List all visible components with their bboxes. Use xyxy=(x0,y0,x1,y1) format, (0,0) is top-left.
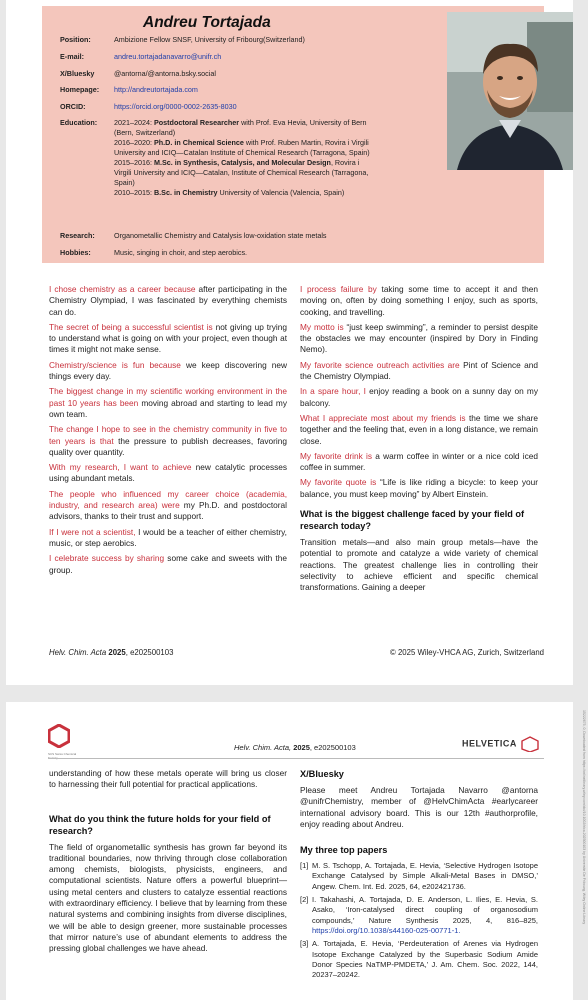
position-value: Ambizione Fellow SNSF, University of Fribourg(Switzerland) xyxy=(114,35,305,44)
answer-paragraph: My favorite quote is “Life is like riding a bicycle: to keep your balance, you must keep moving” by Albert Einstein. xyxy=(300,477,539,499)
homepage-label: Homepage: xyxy=(60,85,100,94)
answer-paragraph: I celebrate success by sharing some cake and sweets with the group. xyxy=(49,553,287,575)
p2-left-column xyxy=(49,768,287,959)
profile-photo xyxy=(447,12,573,170)
answer-paragraph: My favorite science outreach activities are Pint of Science and the Chemistry Olympiad. xyxy=(300,359,538,382)
xbluesky-heading: X/Bluesky xyxy=(300,769,344,779)
scs-logo-icon xyxy=(48,724,70,748)
xbluesky-text: Please meet Andreu Tortajada Navarro @antorna @unifrChemistry, member of @HelvChimActa #earlycareer international advisory board. This is our 12th #authorprofile, enjoy reading about Andreu. xyxy=(300,785,538,829)
helvetica-brand: HELVETICA xyxy=(462,736,540,752)
education-item: 2015–2016: M.Sc. in Synthesis, Catalysis, and Molecular Design, Rovira i Virgili University and ICIQ—Catalan, Institute of Chemical Research (Tarragona, Spain) xyxy=(114,158,369,187)
left-column xyxy=(49,284,287,580)
download-watermark: 15222675, 0, Downloaded from https://onlinelibrary.wiley.com/doi/10.1002/hlca.202500103 by Universite De Fribourg, Wiley Online Library xyxy=(582,710,586,925)
running-header: Helv. Chim. Acta, 2025, e202500103 xyxy=(234,743,356,752)
orcid-link[interactable]: https://orcid.org/0000-0002-2635-8030 xyxy=(114,102,237,111)
education-list xyxy=(114,118,376,198)
profile-box xyxy=(42,6,544,263)
answer-paragraph: The change I hope to see in the chemistry community in five to ten years is that the pressure to publish decreases, favoring quality over quantity. xyxy=(49,424,287,457)
hobbies-label: Hobbies: xyxy=(60,248,91,257)
hobbies-value: Music, singing in choir, and step aerobics. xyxy=(114,248,248,257)
homepage-link[interactable]: http://andreutortajada.com xyxy=(114,85,198,94)
papers-heading: My three top papers xyxy=(300,845,388,856)
page-2 xyxy=(6,702,573,1000)
footer-citation: Helv. Chim. Acta 2025, e202500103 xyxy=(49,648,174,657)
research-label: Research: xyxy=(60,231,95,240)
answer-paragraph: What I appreciate most about my friends is the time we share together and the feeling that, even in a long distance, we remain close. xyxy=(300,412,538,446)
email-link[interactable]: andreu.tortajadanavarro@unifr.ch xyxy=(114,52,222,61)
brand-hexagon-icon xyxy=(520,736,540,752)
answer-paragraph: Chemistry/science is fun because we keep discovering new things every day. xyxy=(49,359,287,382)
question-heading: What is the biggest challenge faced by your field of research today? xyxy=(300,509,525,532)
orcid-label: ORCID: xyxy=(60,102,86,111)
answer-paragraph: With my research, I want to achieve new catalytic processes using abundant metals. xyxy=(49,462,288,484)
right-column xyxy=(300,284,538,598)
paper-doi-link[interactable]: https://doi.org/10.1038/s44160-025-00771-1. xyxy=(312,925,461,935)
scs-logo xyxy=(48,724,78,760)
question-answer: Transition metals—and also main group metals—have the potential to promote and catalyze a wide variety of chemical reactions. The greatest challenge lies in controlling their selectivity to achieve efficient and specific chemical transformations. Gaining a deeper xyxy=(300,537,538,593)
education-item: 2021–2024: Postdoctoral Researcher with Prof. Eva Hevia, University of Bern (Bern, Switzerland) xyxy=(114,118,367,137)
paper-reference: [1] M. S. Tschopp, A. Tortajada, E. Hevia, ‘Selective Hydrogen Isotope Exchange Catalysed by Simple Alkali-Metal Bases in DMSO,’ Angew. Chem. Int. Ed. 2025, 64, e202421736. xyxy=(300,861,538,891)
answer-paragraph: The people who influenced my career choice (academia, industry, and research area) were my Ph.D. and postdoctoral advisors, thanks to their trust and support. xyxy=(49,488,288,522)
research-value: Organometallic Chemistry and Catalysis low-oxidation state metals xyxy=(114,231,327,240)
paper-reference: [3] A. Tortajada, E. Hevia, ‘Perdeuteration of Arenes via Hydrogen Isotope Exchange Catalyzed by the Superbasic Sodium Amide Donor Species NaTMP-PMDETA,’ J. Am. Chem. Soc. 2022, 144, 20237–20242. xyxy=(300,939,538,980)
answer-paragraph: In a spare hour, I enjoy reading a book on a sunny day on my balcony. xyxy=(300,386,538,408)
answer-paragraph: I process failure by taking some time to accept it and then moving on, often by doing something I enjoy, such as sports, cooking, and travelling. xyxy=(300,284,538,317)
answer-paragraph: If I were not a scientist, I would be a teacher of either chemistry, music, or step aerobics. xyxy=(49,526,287,548)
question-heading: What do you think the future holds for your field of research? xyxy=(49,813,271,836)
email-label: E-mail: xyxy=(60,52,84,61)
p2-right-column xyxy=(300,768,538,983)
position-label: Position: xyxy=(60,35,91,44)
xbluesky-label: X/Bluesky xyxy=(60,69,95,78)
answer-paragraph: The secret of being a successful scientist is not giving up trying to understand what is going on with your project, even though at times it might not make sense. xyxy=(49,321,287,355)
header-divider xyxy=(48,758,544,759)
xbluesky-value: @antorna/@antorna.bsky.social xyxy=(114,69,216,78)
answer-paragraph: My motto is “just keep swimming”, a reminder to persist despite the obstacles we may encounter (inspired by Dory in Finding Nemo). xyxy=(300,321,538,355)
scs-logo-text: SCS Swiss Chemical xyxy=(48,752,77,756)
paper-reference: [2] I. Takahashi, A. Tortajada, D. E. Anderson, L. Ilies, E. Hevia, S. Asako, ‘Iron-catalysed direct coupling of organosodium compounds,’ Nature Synthesis 2025, 4, 816–825, https://doi.org/10.1038/s44160-025-00771-1. xyxy=(300,895,538,935)
education-item: 2016–2020: Ph.D. in Chemical Science with Prof. Ruben Martin, Rovira i Virgili University and ICIQ—Catalan Institute of Chemical Research (Tarragona, Spain) xyxy=(114,138,370,157)
footer-copyright: © 2025 Wiley-VHCA AG, Zurich, Switzerland xyxy=(390,648,544,657)
education-label: Education: xyxy=(60,118,98,127)
continued-paragraph: understanding of how these metals operate will bring us closer to harnessing their full potential for practical applications. xyxy=(49,768,287,790)
answer-paragraph: I chose chemistry as a career because after participating in the Chemistry Olympiad, I was fascinated by everything chemists can do. xyxy=(49,284,287,317)
education-item: 2010–2015: B.Sc. in Chemistry University of Valencia (Valencia, Spain) xyxy=(114,188,345,197)
page-1 xyxy=(6,0,573,685)
answer-paragraph: The biggest change in my scientific working environment in the past 10 years has been moving abroad and starting to lead my own team. xyxy=(49,386,287,419)
question-answer: The field of organometallic synthesis has grown far beyond its traditional boundaries, now thriving through close collaboration among chemists, biologists, physicists, engineers, and computational scientists. Nature offers a powerful blueprint—using metal centers and clusters to catalyze essential reactions with extraordinary efficiency. I believe that by learning from these natural systems and combining insights from diverse disciplines, we will be able to design greener, more sustainable processes that mirror nature’s use of abundant elements to address the pressing global challenges we have ahead. xyxy=(49,841,287,954)
answer-paragraph: My favorite drink is a warm coffee in winter or a nice cold iced coffee in summer. xyxy=(300,450,538,473)
profile-name: Andreu Tortajada xyxy=(143,14,271,31)
